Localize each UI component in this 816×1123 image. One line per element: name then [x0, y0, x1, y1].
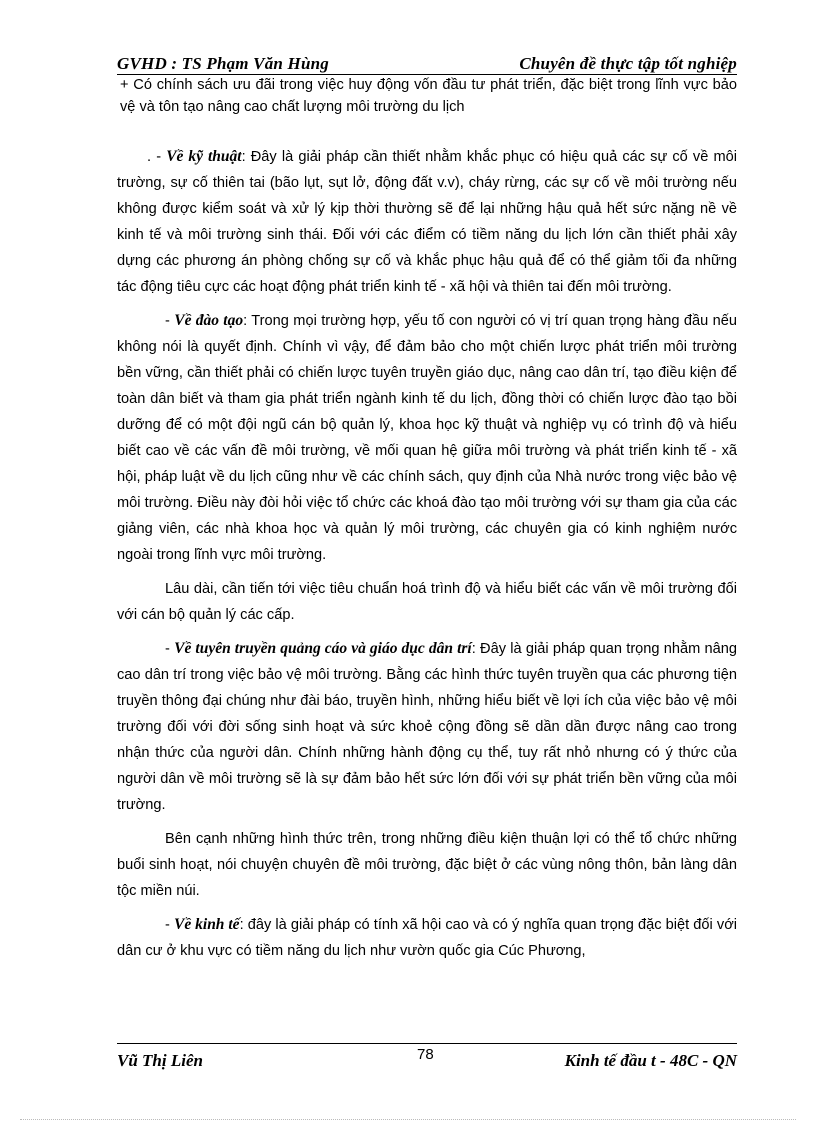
paragraph-economy: - Về kinh tế: đây là giải pháp có tính xã hội cao và có ý nghĩa quan trọng đặc biệt đối với dân cư ở khu vực có tiềm năng du lịch như vườn quốc gia Cúc Phương, [117, 916, 738, 959]
page-edge-divider [20, 1119, 796, 1120]
keyword-propaganda: Về tuyên truyền quảng cáo và giáo dục dân trí [174, 640, 472, 657]
paragraph-training: - Về đào tạo: Trong mọi trường hợp, yếu tố con người có vị trí quan trọng hàng đầu nếu không nói là quyết định. Chính vì vậy, để đảm bảo cho một chiến lược phát triển môi trường bền vững, cần thiết phải có chiến lược tuyên truyền giáo dục, nâng cao dân trí, tạo điều kiện để toàn dân biết và tham gia phát triển ngành kinh tế du lịch, đồng thời có chiến lược đào tạo bồi dưỡng để có một đội ngũ cán bộ quản lý, khoa học kỹ thuật và nghiệp vụ có trình độ và hiểu biết cao về các vấn đề môi trường, về mối quan hệ giữa môi trường và phát triển kinh tế - xã hội, pháp luật về du lịch cũng như về các chính sách, quy định của Nhà nước trong việc bảo vệ môi trường. Điều này đòi hỏi việc tổ chức các khoá đào tạo môi trường với sự tham gia của các giảng viên, các nhà khoa học và quản lý môi trường, các chuyên gia có kinh nghiệm nước ngoài trong lĩnh vực môi trường. [117, 312, 738, 563]
document-body [117, 74, 737, 964]
footer-class: Kinh tế đầu t - 48C - QN [564, 1051, 737, 1070]
paragraph-besides: Bên cạnh những hình thức trên, trong những điều kiện thuận lợi có thể tổ chức những buổi sinh hoạt, nói chuyện chuyên đề môi trường, đặc biệt ở các vùng nông thôn, bản làng dân tộc miền núi. [117, 831, 737, 899]
paragraph-technical: . - Về kỹ thuật: Đây là giải pháp cần thiết nhằm khắc phục có hiệu quả các sự cố về môi trường, sự cố thiên tai (bão lụt, sụt lở, động đất v.v), cháy rừng, các sự cố về môi trường nếu không được kiểm soát và xử lý kịp thời thường sẽ để lại những hậu quả hết sức nặng nề về kinh tế và môi trường sinh thái. Đối với các điểm có tiềm năng du lịch lớn cần thiết phải xây dựng các phương án phòng chống sự cố và khắc phục hậu quả để có thể giảm tối đa những tác động tiêu cực các hoạt động phát triển kinh tế - xã hội và thiên tai đến môi trường. [117, 148, 737, 295]
paragraph-long-term: Lâu dài, cần tiến tới việc tiêu chuẩn hoá trình độ và hiểu biết các vấn về môi trường đối với cán bộ quản lý các cấp. [117, 581, 737, 623]
paragraph-propaganda: - Về tuyên truyền quảng cáo và giáo dục dân trí: Đây là giải pháp quan trọng nhằm nâng cao dân trí trong việc bảo vệ môi trường. Bằng các hình thức tuyên truyền qua các phương tiện truyền thông đại chúng như đài báo, truyền hình, những hiểu biết về lợi ích của việc bảo vệ môi trường đối với đời sống sinh hoạt và sức khoẻ cộng đồng sẽ dần dần được nâng cao trong nhận thức của người dân. Chính những hành động cụ thể, tuy rất nhỏ nhưng có ý thức của người dân về môi trường sẽ là sự đảm bảo hết sức lớn đối với sự phát triển bền vững của môi trường. [117, 640, 738, 813]
keyword-economy: Về kinh tế [173, 916, 240, 933]
header-title: Chuyên đề thực tập tốt nghiệp [519, 54, 737, 73]
keyword-technical: Về kỹ thuật [166, 148, 242, 165]
page-header [117, 40, 737, 75]
keyword-training: Về đào tạo [174, 312, 244, 329]
page-footer [117, 1043, 737, 1078]
page-number: 78 [417, 1046, 434, 1063]
header-advisor: GVHD : TS Phạm Văn Hùng [117, 54, 329, 73]
footer-author: Vũ Thị Liên [117, 1051, 203, 1070]
paragraph-policy: + Có chính sách ưu đãi trong việc huy động vốn đầu tư phát triển, đặc biệt trong lĩnh vực bảo vệ và tôn tạo nâng cao chất lượng môi trường du lịch [120, 77, 737, 115]
